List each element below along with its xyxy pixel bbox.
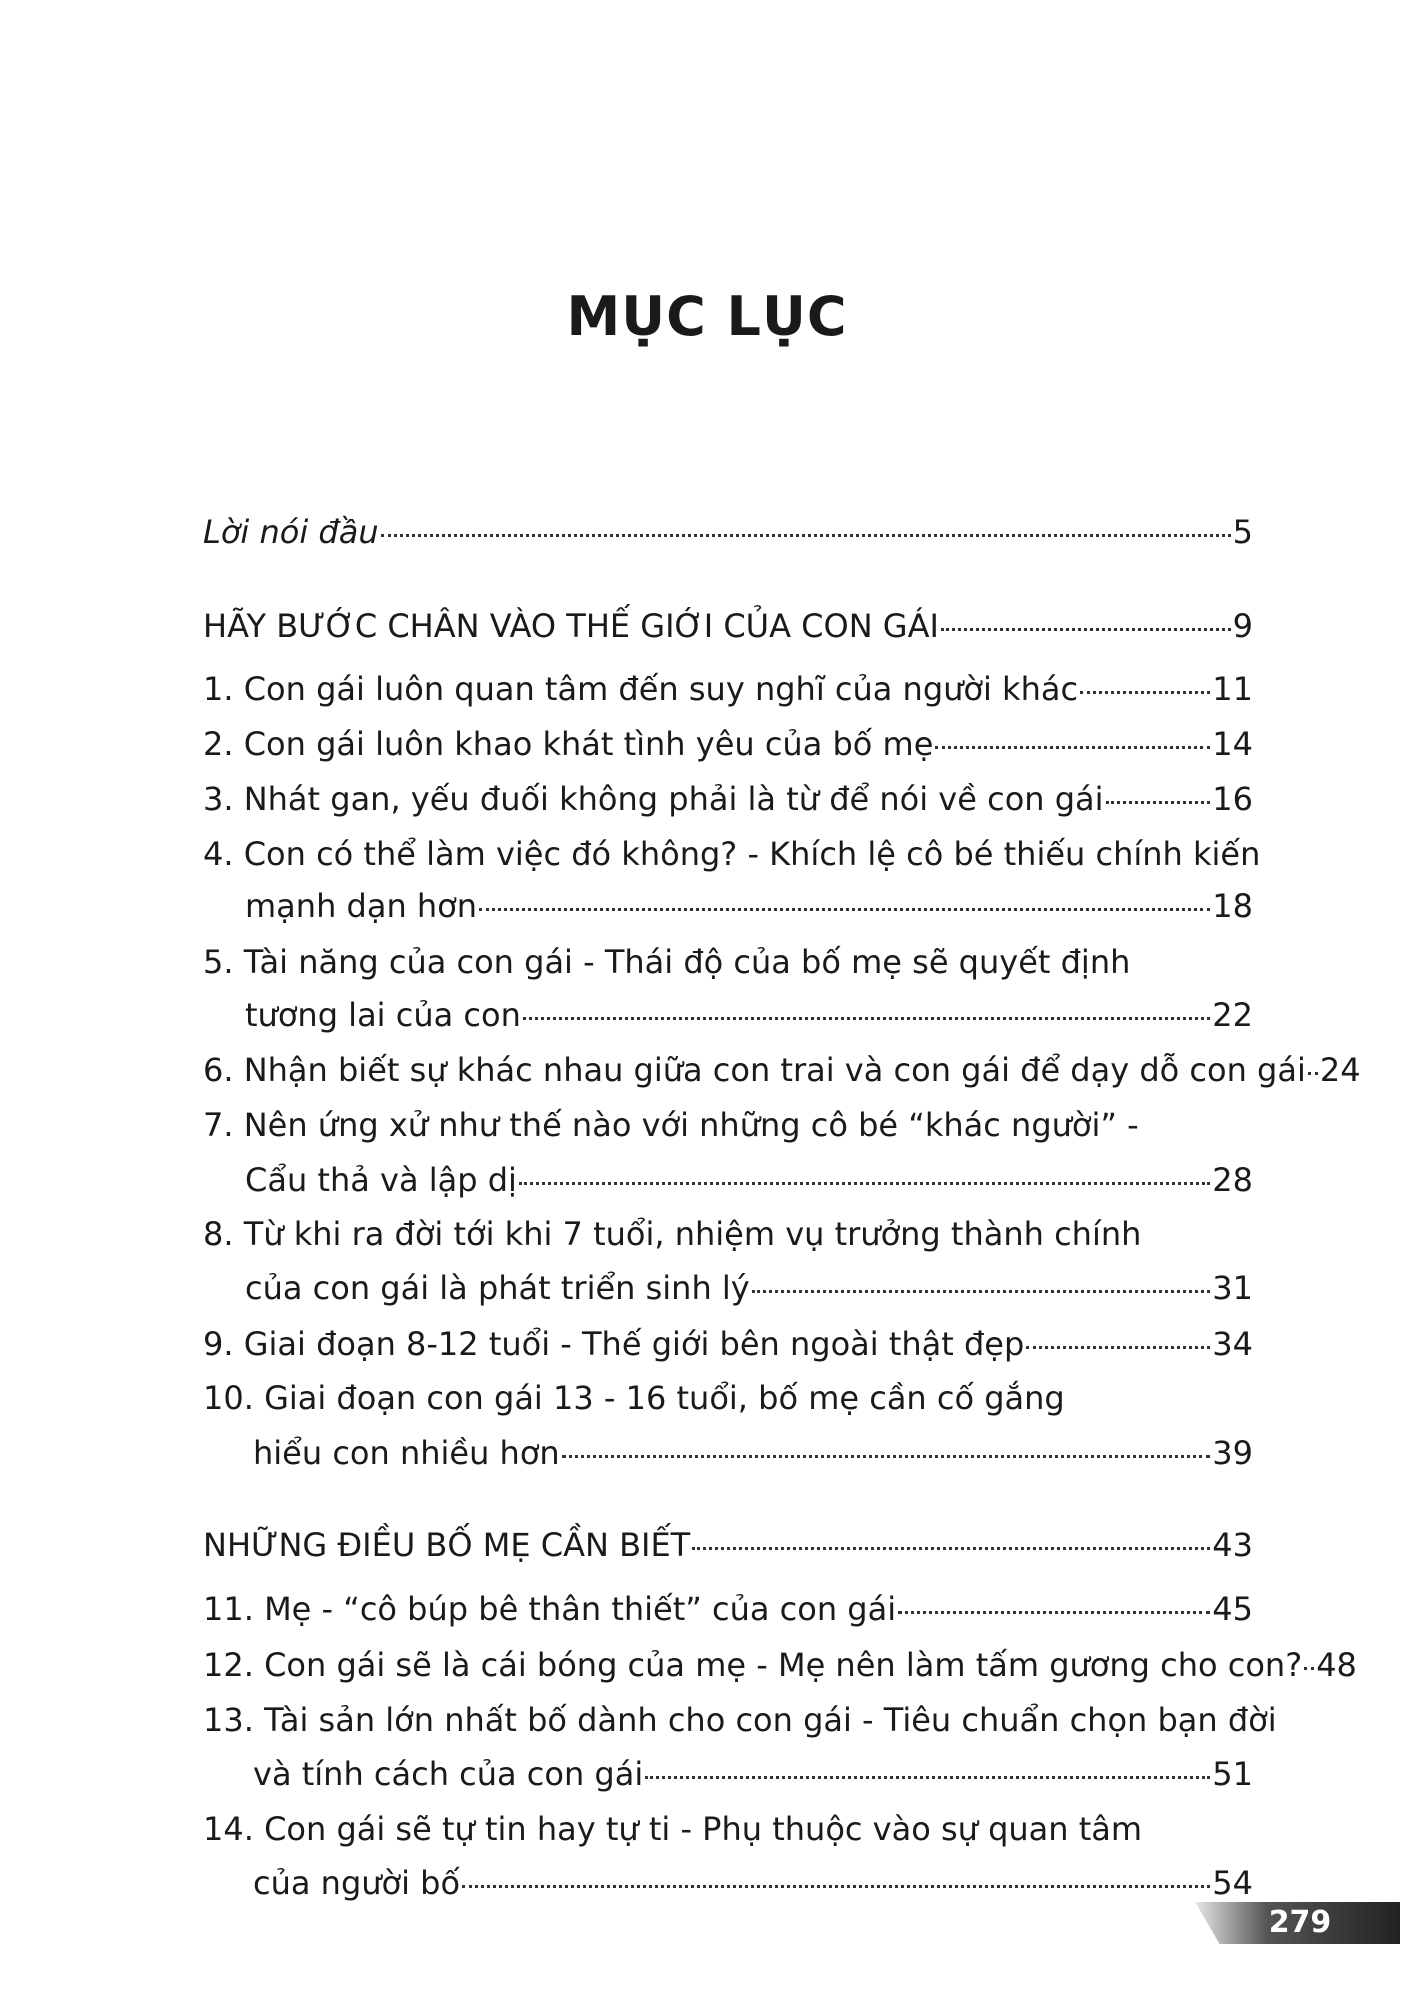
dot-leader (1106, 801, 1211, 804)
toc-entry-text-cont: hiểu con nhiều hơn (253, 1434, 560, 1472)
toc-entry-page: 34 (1212, 1325, 1253, 1363)
toc-entry-text: 6. Nhận biết sự khác nhau giữa con trai và con gái để dạy dỗ con gái (203, 1051, 1306, 1089)
toc-entry[interactable] (203, 1048, 1361, 1092)
page-title: MỤC LỤC (566, 285, 848, 348)
toc-entry-text: 1. Con gái luôn quan tâm đến suy nghĩ của người khác (203, 670, 1079, 708)
toc-entry-text: 12. Con gái sẽ là cái bóng của mẹ - Mẹ nên làm tấm gương cho con? (203, 1646, 1303, 1684)
toc-entry-text: 8. Từ khi ra đời tới khi 7 tuổi, nhiệm vụ trưởng thành chính (203, 1215, 1142, 1253)
toc-entry-page: 16 (1212, 780, 1253, 818)
toc-entry-line2[interactable] (245, 1266, 1253, 1310)
toc-entry-text: 10. Giai đoạn con gái 13 - 16 tuổi, bố mẹ cần cố gắng (203, 1379, 1065, 1417)
toc-entry[interactable] (203, 667, 1253, 711)
toc-entry-text: HÃY BƯỚC CHÂN VÀO THẾ GIỚI CỦA CON GÁI (203, 607, 939, 645)
dot-leader (645, 1776, 1210, 1779)
toc-section-heading[interactable] (203, 1523, 1253, 1567)
toc-entry-preface[interactable] (203, 510, 1253, 554)
toc-entry-text: NHỮNG ĐIỀU BỐ MẸ CẦN BIẾT (203, 1526, 691, 1564)
toc-entry-page: 14 (1212, 725, 1253, 763)
toc-entry-text-cont: của con gái là phát triển sinh lý (245, 1269, 750, 1307)
toc-entry-page: 5 (1232, 513, 1253, 551)
toc-entry-page: 51 (1212, 1755, 1253, 1793)
toc-entry[interactable] (203, 1643, 1357, 1687)
toc-entry-line2[interactable] (253, 1431, 1253, 1475)
toc-entry-line1[interactable] (203, 1212, 1253, 1256)
dot-leader (519, 1182, 1210, 1185)
dot-leader (692, 1547, 1210, 1550)
toc-entry-text: 7. Nên ứng xử như thế nào với những cô bé “khác người” - (203, 1106, 1139, 1144)
toc-entry-text: 13. Tài sản lớn nhất bố dành cho con gái - Tiêu chuẩn chọn bạn đời (203, 1701, 1277, 1739)
dot-leader (523, 1017, 1210, 1020)
toc-entry-text-cont: mạnh dạn hơn (245, 887, 478, 925)
toc-entry-text: 3. Nhát gan, yếu đuối không phải là từ để nói về con gái (203, 780, 1104, 818)
toc-entry-text: 14. Con gái sẽ tự tin hay tự ti - Phụ thuộc vào sự quan tâm (203, 1810, 1143, 1848)
toc-entry-page: 48 (1316, 1646, 1357, 1684)
dot-leader (1026, 1346, 1210, 1349)
dot-leader (479, 908, 1210, 911)
dot-leader (1080, 691, 1210, 694)
toc-entry-line2[interactable] (253, 1752, 1253, 1796)
dot-leader (462, 1885, 1210, 1888)
toc-entry[interactable] (203, 1587, 1253, 1631)
toc-entry-page: 39 (1212, 1434, 1253, 1472)
toc-entry[interactable] (203, 777, 1253, 821)
toc-entry-line1[interactable] (203, 1103, 1253, 1147)
toc-entry-line1[interactable] (203, 1698, 1277, 1742)
toc-entry-page: 31 (1212, 1269, 1253, 1307)
toc-entry-line2[interactable] (253, 1861, 1253, 1905)
toc-entry-page: 43 (1212, 1526, 1253, 1564)
dot-leader (562, 1455, 1211, 1458)
toc-entry-text-cont: Cẩu thả và lập dị (245, 1161, 517, 1199)
toc-entry-text: Lời nói đầu (203, 513, 379, 551)
dot-leader (935, 746, 1210, 749)
toc-entry-text: 9. Giai đoạn 8-12 tuổi - Thế giới bên ngoài thật đẹp (203, 1325, 1025, 1363)
toc-entry-line2[interactable] (245, 993, 1253, 1037)
page-number: 279 (1268, 1905, 1332, 1940)
toc-entry-page: 22 (1212, 996, 1253, 1034)
dot-leader (1304, 1667, 1314, 1670)
dot-leader (381, 534, 1231, 537)
dot-leader (1308, 1072, 1318, 1075)
toc-entry-page: 45 (1212, 1590, 1253, 1628)
toc-entry[interactable] (203, 1322, 1253, 1366)
dot-leader (898, 1611, 1210, 1614)
toc-entry-text-cont: và tính cách của con gái (253, 1755, 644, 1793)
toc-entry-text: 4. Con có thể làm việc đó không? - Khích lệ cô bé thiếu chính kiến (203, 835, 1261, 873)
toc-entry-text: 2. Con gái luôn khao khát tình yêu của bố mẹ (203, 725, 934, 763)
dot-leader (752, 1290, 1211, 1293)
toc-entry-line1[interactable] (203, 1376, 1253, 1420)
toc-entry-line1[interactable] (203, 940, 1253, 984)
toc-entry[interactable] (203, 722, 1253, 766)
toc-entry-line1[interactable] (203, 832, 1261, 876)
toc-entry-line2[interactable] (245, 884, 1253, 928)
toc-section-heading[interactable] (203, 604, 1253, 648)
toc-entry-page: 9 (1232, 607, 1253, 645)
toc-entry-line1[interactable] (203, 1807, 1253, 1851)
toc-entry-text: 11. Mẹ - “cô búp bê thân thiết” của con gái (203, 1590, 897, 1628)
toc-entry-text-cont: tương lai của con (245, 996, 521, 1034)
toc-entry-text-cont: của người bố (253, 1864, 461, 1902)
toc-entry-page: 24 (1319, 1051, 1361, 1089)
toc-entry-text: 5. Tài năng của con gái - Thái độ của bố mẹ sẽ quyết định (203, 943, 1131, 981)
toc-entry-line2[interactable] (245, 1158, 1253, 1202)
toc-entry-page: 54 (1212, 1864, 1253, 1902)
toc-entry-page: 28 (1212, 1161, 1253, 1199)
dot-leader (941, 628, 1231, 631)
toc-entry-page: 18 (1212, 887, 1253, 925)
toc-entry-page: 11 (1212, 670, 1253, 708)
